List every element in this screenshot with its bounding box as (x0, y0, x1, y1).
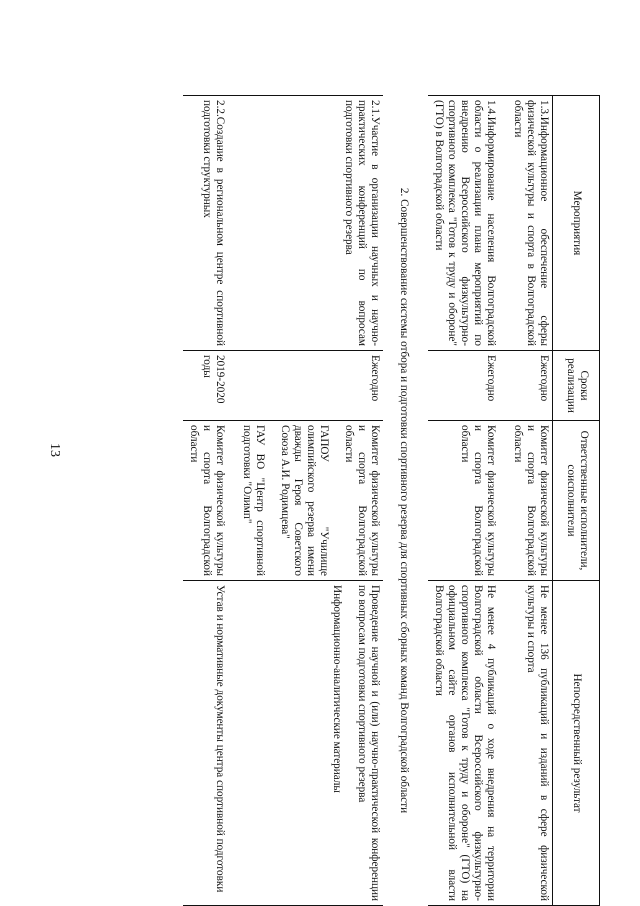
row-responsible (236, 421, 383, 581)
row-result (236, 581, 383, 906)
row-event: 1.4.Информирование населения Волгоградской области о реализации плана мероприятий по внедрению Всероссийского физкультурно-спортивного комплекса "Готов к труду и обороне" (ГТО) в Волгоградской области (428, 96, 499, 351)
row-event: 2.1.Участие в организации научных и научно-практических конференций по вопросам подготовки спортивного резерва (236, 96, 383, 351)
table-row (428, 96, 499, 906)
row-responsible: Комитет физической культуры и спорта Волгоградской области (183, 421, 228, 581)
header-result: Непосредственный результат (553, 581, 600, 906)
row-timing: Ежегодно (428, 351, 499, 421)
row-responsible: Комитет физической культуры и спорта Волгоградской области (507, 421, 553, 581)
row-responsible: Комитет физической культуры и спорта Волгоградской области (428, 421, 499, 581)
row-event: 2.2.Создание в региональном центре спортивной подготовки структурных (183, 96, 228, 351)
row-result: Не менее 4 публикаций о ходе внедрения на территории Волгоградской области Всероссийского физкультурно-спортивного комплекса "Готов к труду и обороне" (ГТО) на официальном сайте органов исполнительной власти Волгоградской области (428, 581, 499, 906)
section-heading-row (383, 96, 428, 906)
result-materials: Информационно-аналитические материалы (331, 585, 343, 793)
table-row (183, 96, 228, 906)
responsible-school: ГАПОУ "Училище олимпийского резерва имени дважды Героя Советского Союза А.И. Родимцева" (279, 425, 330, 576)
row-timing: 2019-2020 годы (183, 351, 228, 421)
table-header-row (553, 96, 600, 906)
header-timing: Сроки реализации (553, 351, 600, 421)
table-row (236, 96, 383, 906)
row-event: 1.3.Информационное обеспечение сферы физической культуры и спорта в Волгоградской области (507, 96, 553, 351)
table-row (507, 96, 553, 906)
row-timing: Ежегодно (507, 351, 553, 421)
result-conference: Проведение научной и (или) научно-практической конференции по вопросам подготовки спортивного резерва (356, 585, 381, 901)
row-result: Устав и нормативные документы центра спортивной подготовки (183, 581, 228, 906)
rotated-table-sheet (90, 95, 600, 905)
section-2-title: 2. Совершенствование системы отбора и подготовки спортивного резерва для спортивных сборных команд Волгоградской области (398, 187, 410, 814)
header-responsible: Ответственные исполнители, соисполнители (553, 421, 600, 581)
row-result: Не менее 136 публикаций и изданий в сфере физической культуры и спорта (507, 581, 553, 906)
page-number: 13 (47, 443, 62, 457)
responsible-center: ГАУ ВО "Центр спортивной подготовки "Олимп" (241, 425, 266, 576)
responsible-committee: Комитет физической культуры и спорта Волгоградской области (343, 425, 381, 576)
header-event: Мероприятия (553, 96, 600, 351)
plan-table (183, 95, 600, 906)
row-timing: Ежегодно (236, 351, 383, 421)
